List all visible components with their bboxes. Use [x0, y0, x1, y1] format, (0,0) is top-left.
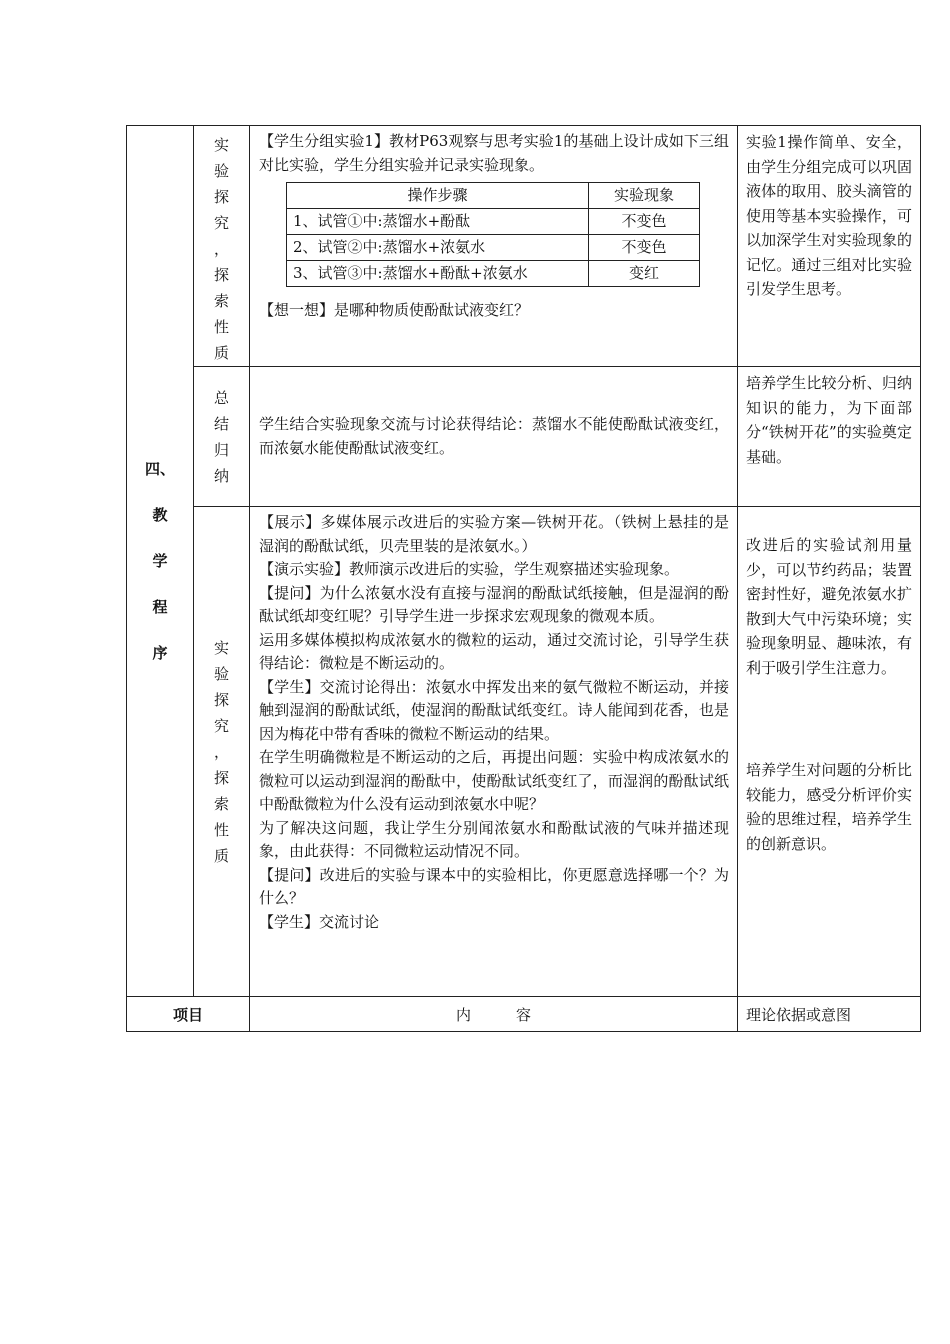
header-steps: 操作步骤: [287, 183, 589, 209]
column-content-label: 内 容: [250, 997, 738, 1032]
table-row: 2、试管②中:蒸馏水+浓氨水 不变色: [287, 235, 700, 261]
item-label-1: 实 验 探 究 ， 探 索 性 质: [194, 126, 250, 367]
header-row: [127, 997, 921, 1032]
content-cell-1: [250, 126, 738, 367]
lesson-plan-table: [126, 125, 921, 1032]
header-phenomenon: 实验现象: [589, 183, 700, 209]
reason-cell-3: 改进后的实验试剂用量少，可以节约药品；装置密封性好，避免浓氨水扩散到大气中污染环境；实验现象明显、趣味浓，有利于吸引学生注意力。 培养学生对问题的分析比较能力，感受分析评价实验的思维过程，培养学生的创新意识。: [738, 507, 921, 997]
item-label-2: 总 结 归 纳: [194, 367, 250, 507]
reason-cell-2: 培养学生比较分析、归纳知识的能力，为下面部分“铁树开花”的实验奠定基础。: [738, 367, 921, 507]
reason-cell-1: 实验1操作简单、安全，由学生分组完成可以巩固液体的取用、胶头滴管的使用等基本实验操作，可以加深学生对实验现象的记忆。通过三组对比实验引发学生思考。: [738, 126, 921, 367]
content-cell-3: 【展示】多媒体展示改进后的实验方案—铁树开花。（铁树上悬挂的是湿润的酚酞试纸，贝壳里装的是浓氨水。） 【演示实验】教师演示改进后的实验，学生观察描述实验现象。 【提问】为什么浓氨水没有直接与湿润的酚酞试纸接触，但是湿润的酚酞试纸却变红呢？引导学生进一步探求宏观现象的微观本质。 运用多媒体模拟构成浓氨水的微粒的运动，通过交流讨论，引导学生获得结论：微粒是不断运动的。 【学生】交流讨论得出：浓氨水中挥发出来的氨气微粒不断运动，并接触到湿润的酚酞试纸，使湿润的酚酞试纸变红。诗人能闻到花香，也是因为梅花中带有香味的微粒不断运动的结果。 在学生明确微粒是不断运动的之后，再提出问题：实验中构成浓氨水的微粒可以运动到湿润的酚酞中，使酚酞试纸变红了，而湿润的酚酞试纸中酚酞微粒为什么没有运动到浓氨水中呢？ 为了解决这问题，我让学生分别闻浓氨水和酚酞试液的气味并描述现象，由此获得：不同微粒运动情况不同。 【提问】改进后的实验与课本中的实验相比，你更愿意选择哪一个？为什么？ 【学生】交流讨论: [250, 507, 738, 997]
column-item-label: 项目: [127, 997, 250, 1032]
experiment-intro: 【学生分组实验1】教材P63观察与思考实验1的基础上设计成如下三组对比实验，学生分组实验并记录实验现象。: [259, 132, 729, 174]
observation-table: [286, 182, 700, 287]
row-experiment-2: [127, 507, 921, 997]
column-reason-label: 理论依据或意图: [738, 997, 921, 1032]
content-cell-2: 学生结合实验现象交流与讨论获得结论：蒸馏水不能使酚酞试液变红，而浓氨水能使酚酞试液变红。: [250, 367, 738, 507]
think-question: 【想一想】是哪种物质使酚酞试液变红？: [259, 301, 530, 319]
item-label-3: 实 验 探 究 ， 探 索 性 质: [194, 507, 250, 997]
row-experiment-1: [127, 126, 921, 367]
table-row: 1、试管①中:蒸馏水+酚酞 不变色: [287, 209, 700, 235]
section-label: 四、 教 学 程 序: [127, 126, 194, 997]
table-row: 3、试管③中:蒸馏水+酚酞+浓氨水 变红: [287, 261, 700, 287]
row-summary: [127, 367, 921, 507]
